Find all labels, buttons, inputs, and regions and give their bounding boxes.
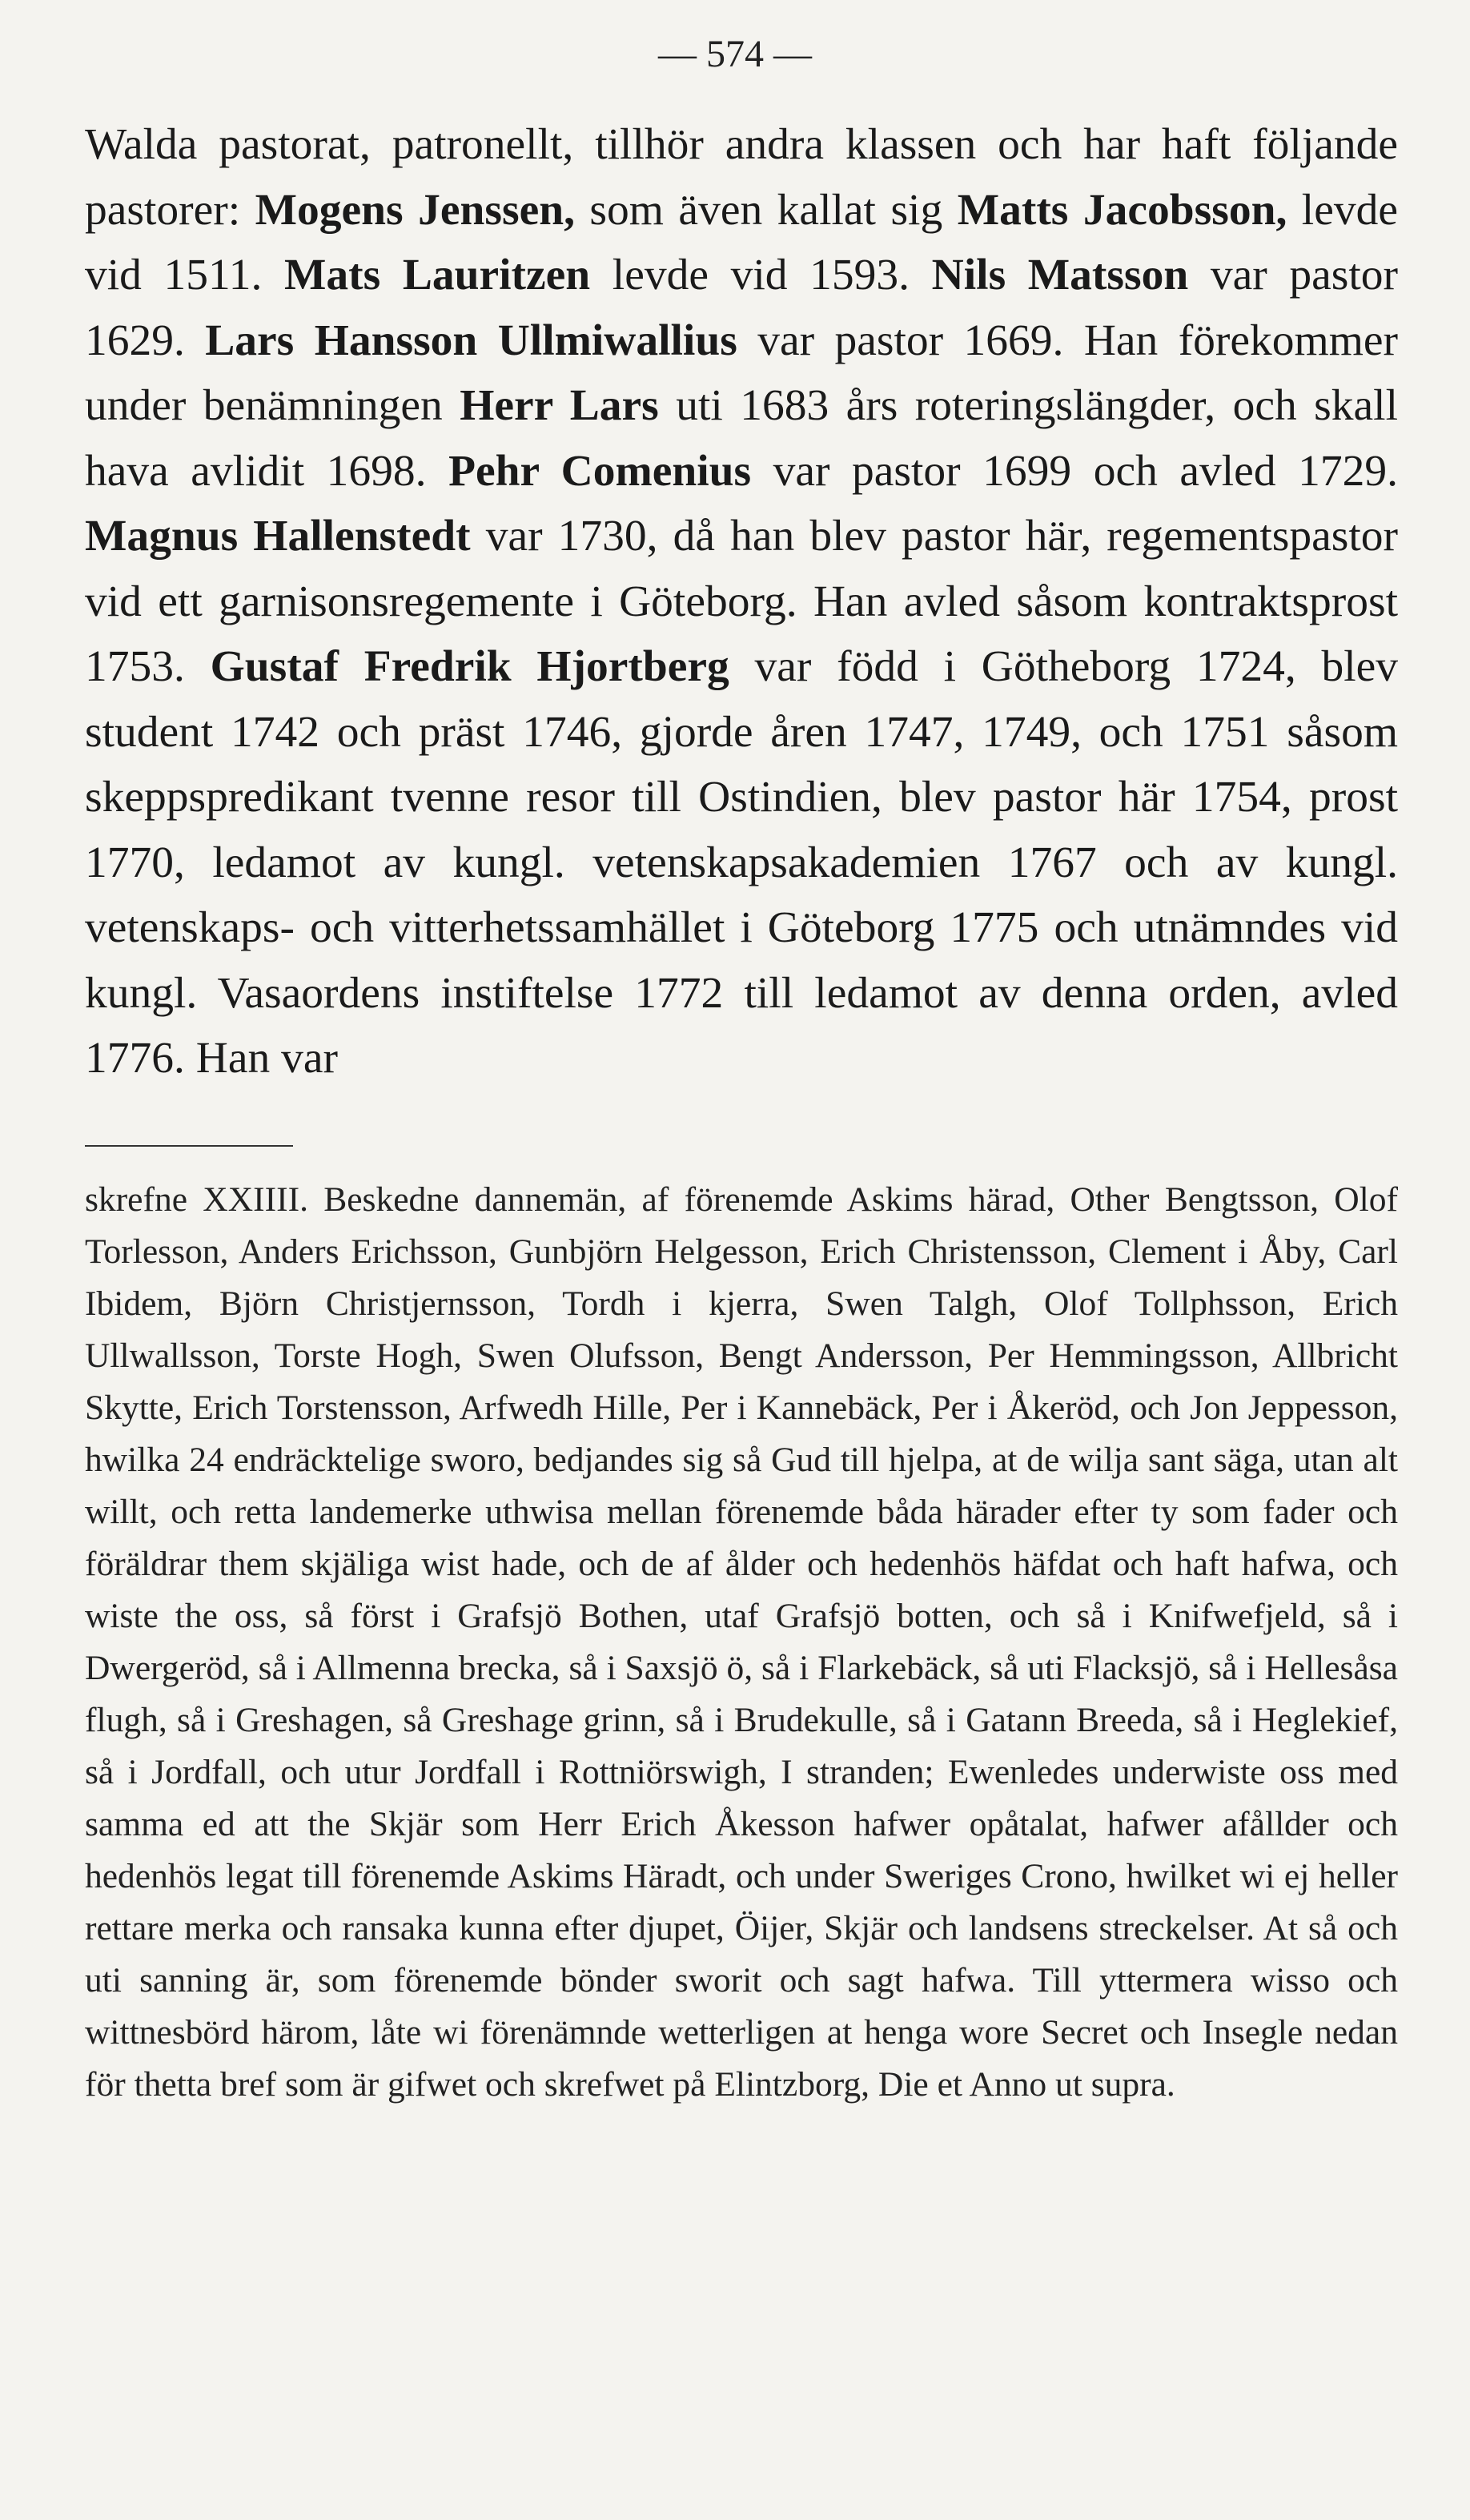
person-name: Nils Matsson (931, 251, 1189, 299)
footnote-paragraph: skrefne XXIIII. Beskedne dannemän, af förenemde Askims härad, Other Bengtsson, Olof Torlesson, Anders Erichsson, Gunbjörn Helgesson, Erich Christensson, Clement i Åby, Carl Ibidem, Björn Christjernsson, Tordh i kjerra, Swen Talgh, Olof Tollphsson, Erich Ullwallsson, Torste Hogh, Swen Olufsson, Bengt Andersson, Per Hemmingsson, Allbricht Skytte, Erich Torstensson, Arfwedh Hille, Per i Kannebäck, Per i Åkeröd, och Jon Jeppesson, hwilka 24 endräcktelige sworo, bedjandes sig så Gud till hjelpa, at de wilja sant säga, utan alt willt, och retta landemerke uthwisa mellan förenemde båda härader efter ty som fader och föräldrar them skjäliga wist hade, och de af ålder och hedenhös häfdat och haft hafwa, och wiste the oss, så först i Grafsjö Bothen, utaf Grafsjö botten, och så i Knifwefjeld, så i Dwergeröd, så i Allmenna brecka, så i Saxsjö ö, så i Flarkebäck, så uti Flacksjö, så i Hellesåsa flugh, så i Greshagen, så Greshage grinn, så i Brudekulle, så i Gatann Breeda, så i Heglekief, så i Jordfall, och utur Jordfall i Rottniörswigh, I stranden; Ewenledes underwiste oss med samma ed att the Skjär som Herr Erich Åkesson hafwer opåtalat, hafwer afållder och hedenhös legat till förenemde Askims Häradt, och under Sweriges Crono, hwilket wi ej heller rettare merka och ransaka kunna efter djupet, Öijer, Skjär och landsens streckelser. At så och uti sanning är, som förenemde bönder sworit och sagt hafwa. Till yttermera wisso och wittnesbörd härom, låte wi förenämnde wetterligen at henga wore Secret och Insegle nedan för thetta bref som är gifwet och skrefwet på Elintzborg, Die et Anno ut supra. (85, 1180, 1398, 2104)
footnote-block (85, 1174, 1398, 2111)
person-name: Mats Lauritzen (284, 251, 591, 299)
text-run: var pastor 1699 och avled 1729. (751, 446, 1398, 496)
person-name: Herr Lars (460, 381, 659, 430)
page-number: — 574 — (658, 33, 812, 75)
text-run: som även kallat sig (574, 185, 958, 235)
text-run: levde vid 1593. (590, 251, 932, 299)
person-name: Pehr Comenius (448, 446, 752, 496)
main-paragraph (85, 112, 1398, 1091)
person-name: Lars Hansson Ullmiwallius (205, 316, 737, 365)
person-name: Mogens Jenssen, (255, 185, 575, 235)
text-run: uti 1683 års roteringslängder, och skall hava avlidit 1698. (85, 381, 1398, 496)
text-run: var född i Götheborg 1724, blev student 1742 och präst 1746, gjorde åren 1747, 1749, och 1751 såsom skeppspredikant tvenne resor till Ostindien, blev pastor här 1754, prost 1770, ledamot av kungl. vetenskapsakademien 1767 och av kungl. vetenskaps- och vitterhetssamhället i Göteborg 1775 och utnämndes vid kungl. Vasaordens instiftelse 1772 till ledamot av denna orden, avled 1776. Han var (85, 642, 1398, 1083)
person-name: Matts Jacobsson, (957, 185, 1287, 235)
text-run: Walda pastorat, patronellt, tillhör andra klassen och har haft följande pastorer: (85, 120, 1398, 235)
footnote-divider (85, 1145, 293, 1147)
person-name: Gustaf Fredrik Hjortberg (210, 642, 729, 691)
text-run: var pastor 1669. Han förekommer under benämningen (85, 316, 1398, 430)
text-run: levde vid 1511. (85, 185, 1398, 299)
text-run: var 1730, då han blev pastor här, regementspastor vid ett garnisonsregemente i Göteborg. Han avled såsom kontraktsprost 1753. (85, 512, 1398, 691)
person-name: Magnus Hallenstedt (85, 512, 471, 561)
text-run: var pastor 1629. (85, 251, 1398, 365)
main-text-block (85, 112, 1398, 1091)
